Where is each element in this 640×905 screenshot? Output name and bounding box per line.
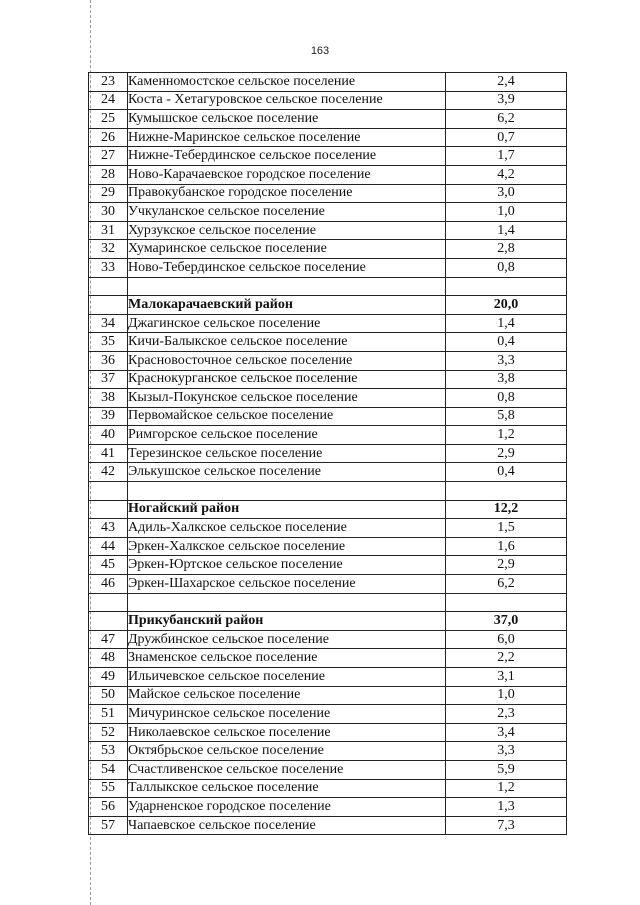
settlement-value: 6,2	[446, 575, 567, 594]
table-row	[89, 314, 567, 333]
settlement-name: Ильичевское сельское поселение	[128, 668, 446, 687]
settlement-value: 6,2	[446, 110, 567, 129]
row-number: 53	[89, 742, 128, 761]
settlement-value	[446, 277, 567, 296]
settlement-name: Нижне-Тебердинское сельское поселение	[128, 147, 446, 166]
table-row	[89, 779, 567, 798]
row-number: 33	[89, 258, 128, 277]
settlement-name: Эркен-Юртское сельское поселение	[128, 556, 446, 575]
settlement-name: Кичи-Балыкское сельское поселение	[128, 333, 446, 352]
table-row	[89, 444, 567, 463]
table-row	[89, 73, 567, 92]
settlement-name: Майское сельское поселение	[128, 686, 446, 705]
district-name: Малокарачаевский район	[128, 296, 446, 315]
settlement-value: 3,1	[446, 668, 567, 687]
settlement-value: 5,9	[446, 760, 567, 779]
table-row	[89, 537, 567, 556]
district-total: 37,0	[446, 612, 567, 631]
blank-row	[89, 593, 567, 612]
row-number: 40	[89, 426, 128, 445]
table-row	[89, 110, 567, 129]
table-row	[89, 705, 567, 724]
settlement-name: Николаевское сельское поселение	[128, 723, 446, 742]
row-number: 28	[89, 165, 128, 184]
settlement-value: 2,2	[446, 649, 567, 668]
row-number: 34	[89, 314, 128, 333]
district-row	[89, 612, 567, 631]
settlement-name: Таллыкское сельское поселение	[128, 779, 446, 798]
settlement-name	[128, 482, 446, 501]
settlement-name	[128, 593, 446, 612]
row-number: 49	[89, 668, 128, 687]
district-name: Прикубанский район	[128, 612, 446, 631]
table-row	[89, 240, 567, 259]
settlement-value: 3,4	[446, 723, 567, 742]
settlement-name	[128, 277, 446, 296]
row-number: 52	[89, 723, 128, 742]
settlement-name: Учкуланское сельское поселение	[128, 203, 446, 222]
settlement-name: Хурзукское сельское поселение	[128, 221, 446, 240]
row-number: 39	[89, 407, 128, 426]
settlement-name: Ново-Карачаевское городское поселение	[128, 165, 446, 184]
table-row	[89, 556, 567, 575]
row-number: 26	[89, 128, 128, 147]
settlement-value	[446, 593, 567, 612]
district-name: Ногайский район	[128, 500, 446, 519]
district-row	[89, 296, 567, 315]
row-number: 38	[89, 389, 128, 408]
table-row	[89, 816, 567, 835]
settlement-value: 2,3	[446, 705, 567, 724]
row-number: 57	[89, 816, 128, 835]
row-number: 46	[89, 575, 128, 594]
table-row	[89, 760, 567, 779]
row-number: 35	[89, 333, 128, 352]
row-number: 24	[89, 91, 128, 110]
settlement-name: Правокубанское городское поселение	[128, 184, 446, 203]
table-row	[89, 389, 567, 408]
settlement-value: 2,4	[446, 73, 567, 92]
settlement-value: 0,7	[446, 128, 567, 147]
settlement-value: 1,7	[446, 147, 567, 166]
settlement-name: Счастливенское сельское поселение	[128, 760, 446, 779]
settlement-value: 7,3	[446, 816, 567, 835]
table-row	[89, 742, 567, 761]
settlement-value: 3,3	[446, 351, 567, 370]
row-number: 27	[89, 147, 128, 166]
table-row	[89, 203, 567, 222]
settlement-value	[446, 482, 567, 501]
table-body	[89, 73, 567, 835]
settlement-value: 6,0	[446, 630, 567, 649]
settlement-value: 2,9	[446, 556, 567, 575]
table-row	[89, 519, 567, 538]
row-number	[89, 277, 128, 296]
row-number: 44	[89, 537, 128, 556]
row-number: 31	[89, 221, 128, 240]
row-number	[89, 612, 128, 631]
settlement-name: Ударненское городское поселение	[128, 798, 446, 817]
settlement-name: Адиль-Халкское сельское поселение	[128, 519, 446, 538]
row-number: 29	[89, 184, 128, 203]
table-row	[89, 184, 567, 203]
row-number: 42	[89, 463, 128, 482]
settlement-value: 1,3	[446, 798, 567, 817]
row-number: 30	[89, 203, 128, 222]
table-row	[89, 147, 567, 166]
settlement-value: 4,2	[446, 165, 567, 184]
settlement-value: 0,8	[446, 389, 567, 408]
settlement-name: Элькушское сельское поселение	[128, 463, 446, 482]
table-row	[89, 351, 567, 370]
table-row	[89, 686, 567, 705]
settlement-value: 1,2	[446, 779, 567, 798]
row-number: 36	[89, 351, 128, 370]
settlement-name: Хумаринское сельское поселение	[128, 240, 446, 259]
settlement-value: 3,8	[446, 370, 567, 389]
district-total: 20,0	[446, 296, 567, 315]
settlement-name: Каменномостское сельское поселение	[128, 73, 446, 92]
blank-row	[89, 482, 567, 501]
row-number: 47	[89, 630, 128, 649]
table-row	[89, 630, 567, 649]
row-number: 48	[89, 649, 128, 668]
settlement-name: Терезинское сельское поселение	[128, 444, 446, 463]
settlement-name: Кумышское сельское поселение	[128, 110, 446, 129]
row-number: 37	[89, 370, 128, 389]
settlement-name: Дружбинское сельское поселение	[128, 630, 446, 649]
settlement-name: Красновосточное сельское поселение	[128, 351, 446, 370]
table-row	[89, 165, 567, 184]
row-number: 41	[89, 444, 128, 463]
table-row	[89, 575, 567, 594]
row-number: 25	[89, 110, 128, 129]
page-number: 163	[310, 45, 330, 57]
settlement-name: Эркен-Шахарское сельское поселение	[128, 575, 446, 594]
settlement-value: 1,5	[446, 519, 567, 538]
settlement-name: Нижне-Маринское сельское поселение	[128, 128, 446, 147]
table-row	[89, 221, 567, 240]
settlement-name: Джагинское сельское поселение	[128, 314, 446, 333]
settlement-name: Мичуринское сельское поселение	[128, 705, 446, 724]
table-row	[89, 463, 567, 482]
district-row	[89, 500, 567, 519]
settlement-value: 0,8	[446, 258, 567, 277]
row-number: 45	[89, 556, 128, 575]
settlement-value: 3,9	[446, 91, 567, 110]
settlement-value: 1,0	[446, 203, 567, 222]
settlement-value: 5,8	[446, 407, 567, 426]
table-row	[89, 333, 567, 352]
table-row	[89, 407, 567, 426]
row-number	[89, 500, 128, 519]
settlement-value: 3,3	[446, 742, 567, 761]
row-number	[89, 482, 128, 501]
row-number: 43	[89, 519, 128, 538]
table-row	[89, 798, 567, 817]
blank-row	[89, 277, 567, 296]
settlement-name: Ново-Тебердинское сельское поселение	[128, 258, 446, 277]
row-number: 23	[89, 73, 128, 92]
row-number: 50	[89, 686, 128, 705]
table-row	[89, 649, 567, 668]
row-number: 51	[89, 705, 128, 724]
settlement-name: Римгорское сельское поселение	[128, 426, 446, 445]
table-row	[89, 91, 567, 110]
settlement-name: Первомайское сельское поселение	[128, 407, 446, 426]
settlements-table	[88, 72, 567, 835]
settlement-name: Октябрьское сельское поселение	[128, 742, 446, 761]
settlement-value: 0,4	[446, 463, 567, 482]
table-row	[89, 668, 567, 687]
settlement-value: 1,4	[446, 314, 567, 333]
settlement-value: 2,9	[446, 444, 567, 463]
settlement-name: Эркен-Халкское сельское поселение	[128, 537, 446, 556]
settlement-value: 1,2	[446, 426, 567, 445]
row-number: 56	[89, 798, 128, 817]
settlement-value: 1,6	[446, 537, 567, 556]
settlement-name: Кызыл-Покунское сельское поселение	[128, 389, 446, 408]
table-row	[89, 370, 567, 389]
row-number	[89, 593, 128, 612]
row-number	[89, 296, 128, 315]
row-number: 55	[89, 779, 128, 798]
settlement-name: Краснокурганское сельское поселение	[128, 370, 446, 389]
settlement-value: 1,0	[446, 686, 567, 705]
settlement-value: 1,4	[446, 221, 567, 240]
settlement-value: 0,4	[446, 333, 567, 352]
table-row	[89, 723, 567, 742]
settlement-name: Чапаевское сельское поселение	[128, 816, 446, 835]
table-row	[89, 258, 567, 277]
district-total: 12,2	[446, 500, 567, 519]
table-row	[89, 128, 567, 147]
settlement-value: 2,8	[446, 240, 567, 259]
settlement-name: Коста - Хетагуровское сельское поселение	[128, 91, 446, 110]
row-number: 32	[89, 240, 128, 259]
settlement-name: Знаменское сельское поселение	[128, 649, 446, 668]
settlement-value: 3,0	[446, 184, 567, 203]
row-number: 54	[89, 760, 128, 779]
table-row	[89, 426, 567, 445]
